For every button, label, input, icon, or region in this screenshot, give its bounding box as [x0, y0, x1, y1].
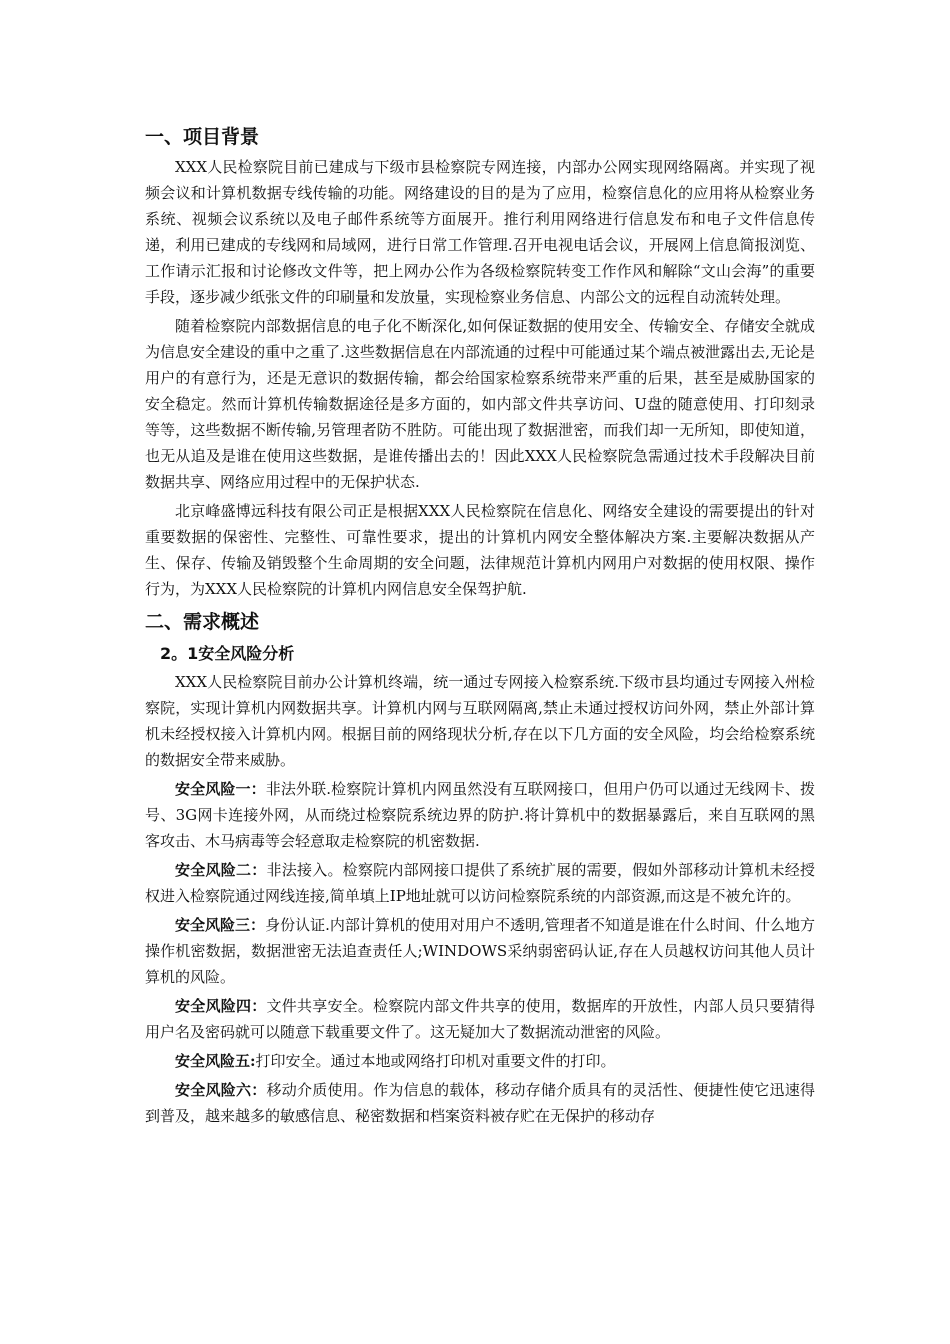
risk-text: 打印安全。通过本地或网络打印机对重要文件的打印。 — [255, 1052, 616, 1070]
risk-paragraph-4 — [145, 993, 815, 1045]
risk-paragraph-5 — [145, 1048, 815, 1074]
paragraph: XXX人民检察院目前已建成与下级市县检察院专网连接，内部办公网实现网络隔离。并实现了视频会议和计算机数据专线传输的功能。网络建设的目的是为了应用，检察信息化的应用将从检察业务系统、视频会议系统以及电子邮件系统等方面展开。推行利用网络进行信息发布和电子文件信息传递，利用已建成的专线网和局域网，进行日常工作管理.召开电视电话会议，开展网上信息简报浏览、工作请示汇报和讨论修改文件等，把上网办公作为各级检察院转变工作作风和解除“文山会海”的重要手段，逐步减少纸张文件的印刷量和发放量，实现检察业务信息、内部公文的远程自动流转处理。 — [145, 158, 815, 306]
paragraph: 北京峰盛博远科技有限公司正是根据XXX人民检察院在信息化、网络安全建设的需要提出的针对重要数据的保密性、完整性、可靠性要求，提出的计算机内网安全整体解决方案.主要解决数据从产生、保存、传输及销毁整个生命周期的安全问题，法律规范计算机内网用户对数据的使用权限、操作行为，为XXX人民检察院的计算机内网信息安全保驾护航. — [145, 502, 815, 598]
risk-text: 非法外联.检察院计算机内网虽然没有互联网接口，但用户仍可以通过无线网卡、拨号、3G网卡连接外网，从而绕过检察院系统边界的防护.将计算机中的数据暴露后，来自互联网的黑客攻击、木马病毒等会轻意取走检察院的机密数据. — [145, 780, 815, 850]
risk-label: 安全风险一： — [175, 780, 266, 798]
risk-label: 安全风险二： — [175, 861, 267, 879]
risk-paragraph-6 — [145, 1077, 815, 1129]
risk-label: 安全风险五: — [175, 1052, 256, 1070]
paragraph: 随着检察院内部数据信息的电子化不断深化,如何保证数据的使用安全、传输安全、存储安全就成为信息安全建设的重中之重了.这些数据信息在内部流通的过程中可能通过某个端点被泄露出去,无论是用户的有意行为，还是无意识的数据传输，都会给国家检察系统带来严重的后果，甚至是威胁国家的安全稳定。然而计算机传输数据途径是多方面的，如内部文件共享访问、U盘的随意使用、打印刻录等等，这些数据不断传输,另管理者防不胜防。可能出现了数据泄密，而我们却一无所知，即使知道，也无从追及是谁在使用这些数据，是谁传播出去的！因此XXX人民检察院急需通过技术手段解决目前数据共享、网络应用过程中的无保护状态. — [145, 317, 815, 491]
risk-paragraph-2 — [145, 857, 815, 909]
section-heading-background: 一、项目背景 — [145, 126, 260, 148]
subsection-heading-risk-analysis: 2。1安全风险分析 — [160, 644, 295, 663]
risk-text: 非法接入。检察院内部网接口提供了系统扩展的需要，假如外部移动计算机未经授权进入检察院通过网线连接,简单填上IP地址就可以访问检察院系统的内部资源,而这是不被允许的。 — [145, 861, 815, 905]
risk-paragraph-3 — [145, 912, 815, 990]
risk-text: 身份认证.内部计算机的使用对用户不透明,管理者不知道是谁在什么时间、什么地方操作机密数据，数据泄密无法追查责任人;WINDOWS采纳弱密码认证,存在人员越权访问其他人员计算机的风险。 — [145, 916, 815, 986]
paragraph: XXX人民检察院目前办公计算机终端，统一通过专网接入检察系统.下级市县均通过专网接入州检察院，实现计算机内网数据共享。计算机内网与互联网隔离,禁止未通过授权访问外网，禁止外部计算机未经授权接入计算机内网。根据目前的网络现状分析,存在以下几方面的安全风险，均会给检察系统的数据安全带来威胁。 — [145, 673, 815, 769]
risk-label: 安全风险三： — [175, 916, 266, 934]
document-body — [145, 120, 815, 1132]
risk-label: 安全风险四： — [175, 997, 267, 1015]
risk-label: 安全风险六： — [175, 1081, 267, 1099]
section-heading-requirements: 二、需求概述 — [145, 611, 260, 633]
risk-text: 移动介质使用。作为信息的载体，移动存储介质具有的灵活性、便捷性使它迅速得到普及，越来越多的敏感信息、秘密数据和档案资料被存贮在无保护的移动存 — [145, 1081, 815, 1125]
risk-text: 文件共享安全。检察院内部文件共享的使用，数据库的开放性，内部人员只要猜得用户名及密码就可以随意下载重要文件了。这无疑加大了数据流动泄密的风险。 — [145, 997, 815, 1041]
risk-paragraph-1 — [145, 776, 815, 854]
